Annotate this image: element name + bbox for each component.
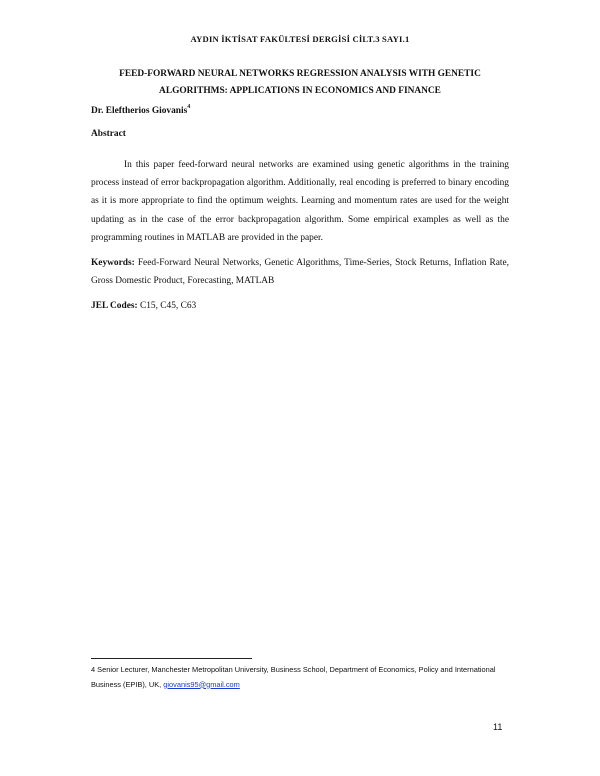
paper-title bbox=[80, 66, 520, 100]
jel-label: JEL Codes: bbox=[91, 301, 138, 311]
paper-title-line-2: ALGORITHMS: APPLICATIONS IN ECONOMICS AND FINANCE bbox=[159, 86, 441, 96]
footnote-separator bbox=[91, 658, 252, 659]
author-line bbox=[91, 106, 190, 116]
author-footnote-mark: 4 bbox=[187, 104, 191, 110]
author-name: Dr. Eleftherios Giovanis bbox=[91, 106, 188, 116]
footnote-text: 4 Senior Lecturer, Manchester Metropolitan University, Business School, Department of Economics, Policy and International Business (EPIB), UK, bbox=[91, 665, 496, 689]
keywords-label: Keywords: bbox=[91, 258, 135, 268]
keywords-paragraph bbox=[91, 254, 509, 290]
abstract-heading: Abstract bbox=[91, 129, 126, 139]
footnote-email-link[interactable]: giovanis95@gmail.com bbox=[163, 679, 240, 689]
abstract-body: In this paper feed-forward neural networks are examined using genetic algorithms in the training process instead of error backpropagation algorithm. Additionally, real encoding is preferred to binary encoding as it is more appropriate to find the optimum weights. Learning and momentum rates are used for the weight updating as in the case of the error backpropagation algorithm. Some empirical examples as well as the programming routines in MATLAB are provided in the paper. bbox=[91, 160, 509, 243]
jel-codes-line bbox=[91, 301, 196, 311]
paper-title-line-1: FEED-FORWARD NEURAL NETWORKS REGRESSION ANALYSIS WITH GENETIC bbox=[119, 69, 481, 79]
jel-codes: C15, C45, C63 bbox=[139, 301, 197, 311]
page-number: 11 bbox=[493, 722, 503, 732]
running-head: AYDIN İKTİSAT FAKÜLTESİ DERGİSİ CİLT.3 SAYI.1 bbox=[190, 34, 410, 44]
footnote bbox=[91, 663, 521, 692]
keywords-text: Feed-Forward Neural Networks, Genetic Algorithms, Time-Series, Stock Returns, Inflation Rate, Gross Domestic Product, Forecasting, MATLAB bbox=[91, 258, 510, 287]
